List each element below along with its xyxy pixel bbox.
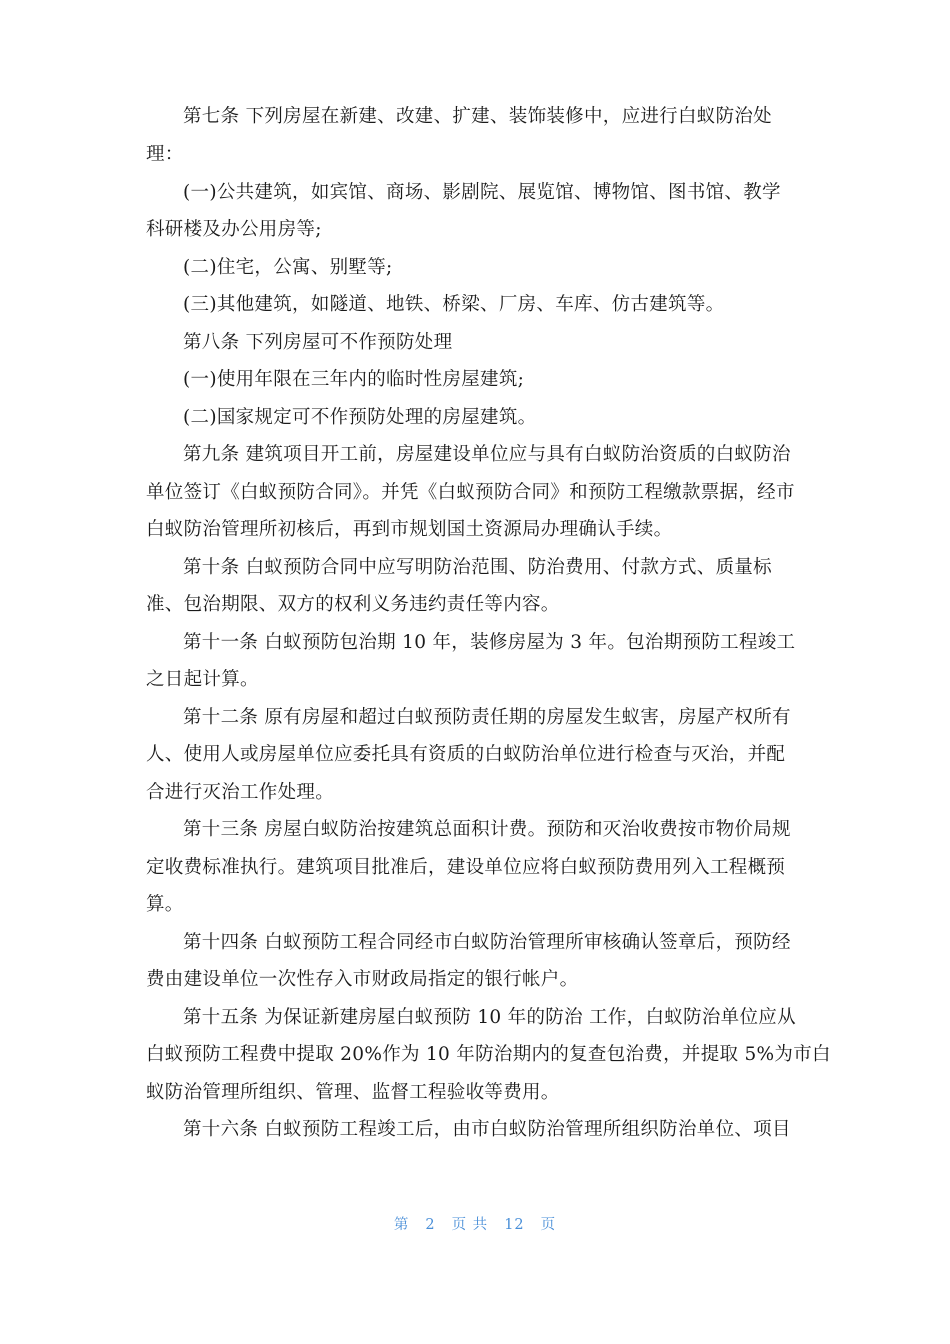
text-line: 第十四条 白蚁预防工程合同经市白蚁防治管理所审核确认签章后，预防经 [183,932,791,953]
text-line: (一)使用年限在三年内的临时性房屋建筑; [183,369,525,390]
text-line: 单位签订《白蚁预防合同》。并凭《白蚁预防合同》和预防工程缴款票据，经市 [146,482,795,503]
text-line: 第十三条 房屋白蚁防治按建筑总面积计费。预防和灭治收费按市物价局规 [183,819,791,840]
text-line: 人、使用人或房屋单位应委托具有资质的白蚁防治单位进行检查与灭治，并配 [146,744,786,765]
text-line: 第八条 下列房屋可不作预防处理 [183,332,453,353]
text-line: 白蚁预防工程费中提取 20%作为 10 年防治期内的复查包治费，并提取 5%为市白 [146,1044,831,1065]
text-line: (三)其他建筑，如隧道、地铁、桥梁、厂房、车库、仿古建筑等。 [183,294,725,315]
text-line: 第十一条 白蚁预防包治期 10 年，装修房屋为 3 年。包治期预防工程竣工 [183,632,796,653]
text-line: 第七条 下列房屋在新建、改建、扩建、装饰装修中，应进行白蚁防治处 [183,106,772,127]
text-line: 费由建设单位一次性存入市财政局指定的银行帐户。 [146,969,579,990]
text-line: (一)公共建筑，如宾馆、商场、影剧院、展览馆、博物馆、图书馆、教学 [183,182,781,203]
text-line: 第十二条 原有房屋和超过白蚁预防责任期的房屋发生蚁害，房屋产权所有 [183,707,791,728]
text-line: 理： [146,144,184,165]
text-line: 第十条 白蚁预防合同中应写明防治范围、防治费用、付款方式、质量标 [183,557,772,578]
page-footer [0,1213,950,1234]
footer-prefix: 第 [393,1217,410,1233]
text-line: 算。 [146,894,184,915]
text-line: 合进行灭治工作处理。 [146,782,335,803]
footer-suffix: 页 [540,1217,557,1233]
text-line: 第九条 建筑项目开工前，房屋建设单位应与具有白蚁防治资质的白蚁防治 [183,444,791,465]
current-page-number: 2 [425,1217,436,1233]
footer-middle: 页 共 [451,1217,489,1233]
text-line: 定收费标准执行。建筑项目批准后，建设单位应将白蚁预防费用列入工程概预 [146,857,786,878]
text-line: (二)国家规定可不作预防处理的房屋建筑。 [183,407,537,428]
text-line: 第十六条 白蚁预防工程竣工后，由市白蚁防治管理所组织防治单位、项目 [183,1119,791,1140]
text-line: 科研楼及办公用房等; [146,219,322,240]
text-line: 第十五条 为保证新建房屋白蚁预防 10 年的防治 工作，白蚁防治单位应从 [183,1007,796,1028]
total-pages-number: 12 [504,1217,525,1233]
text-line: 准、包治期限、双方的权利义务违约责任等内容。 [146,594,560,615]
text-line: (二)住宅，公寓、别墅等; [183,257,393,278]
text-line: 白蚁防治管理所初核后，再到市规划国土资源局办理确认手续。 [146,519,673,540]
text-line: 蚁防治管理所组织、管理、监督工程验收等费用。 [146,1082,560,1103]
text-line: 之日起计算。 [146,669,259,690]
